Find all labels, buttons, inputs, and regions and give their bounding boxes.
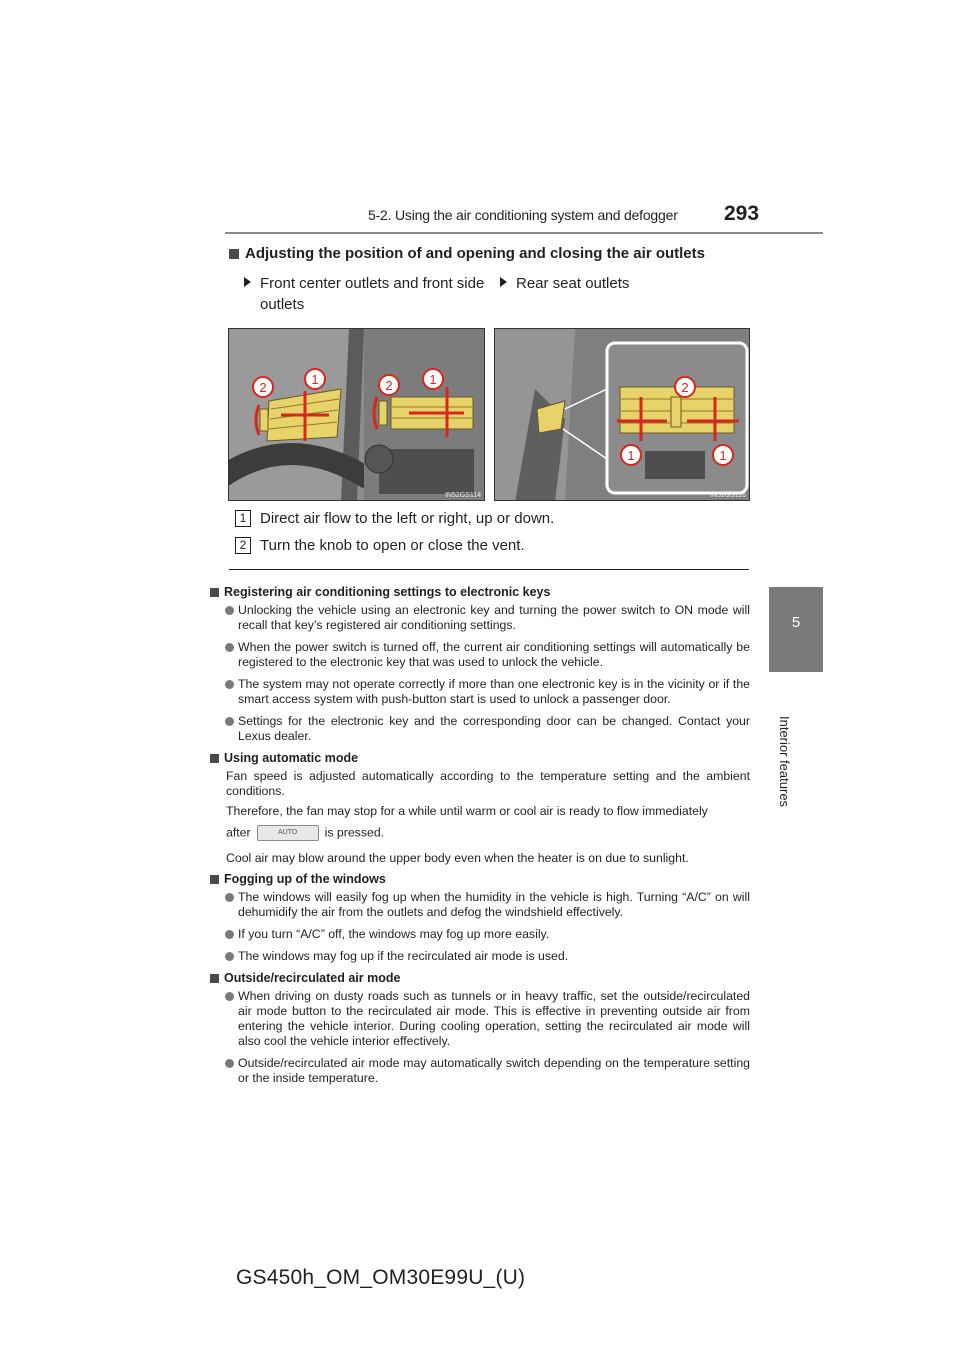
step-text: Direct air flow to the left or right, up or down. [260, 510, 555, 527]
triangle-bullet-icon [500, 277, 507, 287]
paragraph: Cool air may blow around the upper body even when the heater is on due to sunlight. [226, 851, 689, 865]
chapter-tab [769, 587, 823, 672]
svg-text:1: 1 [311, 372, 319, 387]
svg-text:1: 1 [429, 372, 437, 387]
svg-text:2: 2 [681, 380, 689, 395]
page-number: 293 [724, 202, 760, 225]
section-divider [229, 569, 749, 570]
rear-photo-code: IN52GS116 [709, 492, 746, 499]
main-heading [229, 245, 705, 262]
chapter-label: Interior features [777, 716, 792, 808]
front-photo-code: IN52GS114 [444, 492, 481, 499]
section-title: 5-2. Using the air conditioning system and defogger [368, 207, 678, 223]
note-heading-automatic: Using automatic mode [210, 751, 750, 766]
square-bullet-icon [210, 875, 219, 884]
paragraph: Fan speed is adjusted automatically according to the temperature setting and the ambient conditions. [226, 769, 750, 798]
doc-code: GS450h_OM_OM30E99U_(U) [236, 1266, 526, 1289]
square-bullet-icon [229, 249, 239, 259]
list-item: If you turn “A/C” off, the windows may fog up more easily. [210, 927, 750, 942]
step-number-box: 1 [235, 510, 251, 527]
paragraph: Therefore, the fan may stop for a while until warm or cool air is ready to flow immediately [226, 804, 708, 818]
step-1 [235, 510, 554, 527]
rear-outlets-photo [494, 328, 750, 501]
auto-button-icon: AUTO [257, 825, 319, 841]
front-outlets-label: Front center outlets and front side outlets [244, 273, 484, 315]
square-bullet-icon [210, 588, 219, 597]
notes-section [210, 579, 750, 1093]
svg-text:1: 1 [627, 448, 635, 463]
list-item: When the power switch is turned off, the current air conditioning settings will automatically be registered to the electronic key that was used to unlock the vehicle. [210, 640, 750, 670]
square-bullet-icon [210, 974, 219, 983]
list-item: Unlocking the vehicle using an electronic key and turning the power switch to ON mode will recall that key’s registered air conditioning settings. [210, 603, 750, 633]
step-2 [235, 537, 525, 554]
square-bullet-icon [210, 754, 219, 763]
note-heading-fogging: Fogging up of the windows [210, 872, 750, 887]
list-item: When driving on dusty roads such as tunnels or in heavy traffic, set the outside/recirculated air mode button to the recirculated air mode. This is effective in preventing outside air from entering the vehicle interior. During cooling operation, setting the recirculated air mode will also cool the vehicle interior effectively. [210, 989, 750, 1049]
list-item: The system may not operate correctly if more than one electronic key is in the vicinity or if the smart access system with push-button start is used to unlock a passenger door. [210, 677, 750, 707]
svg-text:1: 1 [719, 448, 727, 463]
list-item: The windows may fog up if the recirculated air mode is used. [210, 949, 750, 964]
note-heading-outside: Outside/recirculated air mode [210, 971, 750, 986]
front-outlets-photo [228, 328, 485, 501]
triangle-bullet-icon [244, 277, 251, 287]
svg-text:2: 2 [259, 380, 267, 395]
note-heading-registering: Registering air conditioning settings to electronic keys [210, 585, 750, 600]
list-item: The windows will easily fog up when the humidity in the vehicle is high. Turning “A/C” on will dehumidify the air from the outlets and defog the windshield effectively. [210, 890, 750, 920]
list-item: Outside/recirculated air mode may automatically switch depending on the temperature setting or the inside temperature. [210, 1056, 750, 1086]
svg-text:2: 2 [385, 378, 393, 393]
step-text: Turn the knob to open or close the vent. [260, 537, 525, 554]
chapter-number: 5 [791, 614, 801, 631]
rear-outlets-label: Rear seat outlets [500, 273, 629, 294]
main-heading-text: Adjusting the position of and opening and closing the air outlets [245, 245, 705, 262]
auto-button-row: after AUTO is pressed. [226, 825, 385, 840]
step-number-box: 2 [235, 537, 251, 554]
list-item: Settings for the electronic key and the corresponding door can be changed. Contact your Lexus dealer. [210, 714, 750, 744]
header-rule [225, 232, 823, 234]
